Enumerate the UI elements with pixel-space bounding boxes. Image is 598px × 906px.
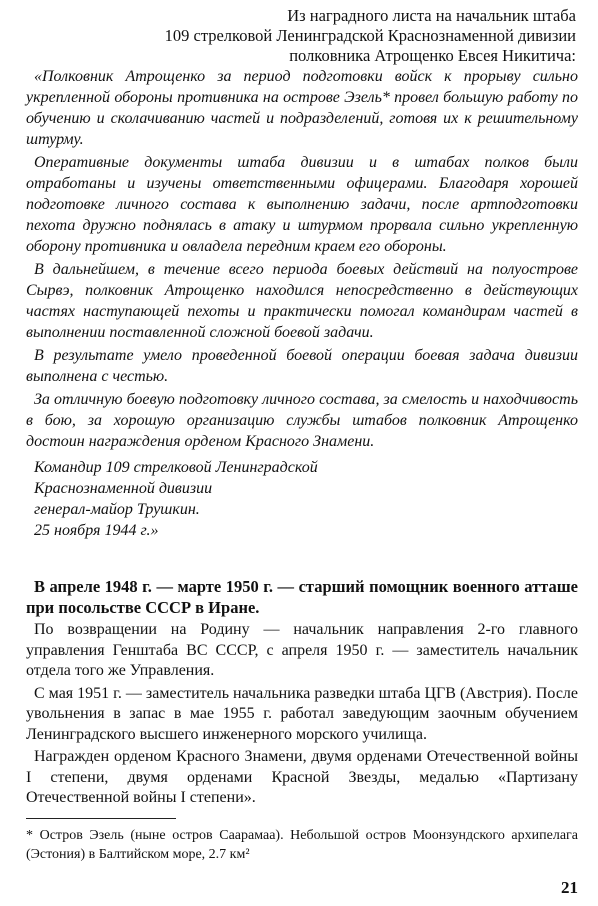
quote-paragraph: В дальнейшем, в течение всего периода боевых действий на полуострове Сырвэ, полковник Атрощенко находился непосредственно в действующих частях наступающей пехоты и практически помогал командирам частей в выполнении поставленной сложной боевой задачи. — [26, 261, 578, 341]
signature-line: Краснознаменной дивизии — [34, 480, 213, 497]
footnote — [26, 826, 578, 864]
biography-section — [26, 577, 578, 811]
quote-paragraph: За отличную боевую подготовку личного состава, за смелость и находчивость в бою, за хорошую организацию службы штабов полковник Атрощенко достоин награждения орденом Красного Знамени. — [26, 391, 578, 450]
bio-paragraph: С мая 1951 г. — заместитель начальника разведки штаба ЦГВ (Австрия). После увольнения в запас в мае 1955 г. работал заведующим заочным обучением Ленинградского высшего инженерного морского училища. — [26, 684, 578, 743]
footnote-divider — [26, 818, 176, 819]
commander-signature — [34, 457, 318, 541]
header-line: 109 стрелковой Ленинградской Краснознаменной дивизии — [164, 26, 576, 45]
award-sheet-header — [165, 6, 576, 66]
quote-paragraph: «Полковник Атрощенко за период подготовки войск к прорыву сильно укрепленной обороны противника на острове Эзель* провел большую работу по обучению и сколачиванию частей и подразделений, готовя их к решительному штурму. — [26, 68, 578, 148]
signature-date: 25 ноября 1944 г.» — [34, 522, 159, 539]
footnote-text: * Остров Эзель (ныне остров Саарамаа). Небольшой остров Моонзундского архипелага (Эстония) в Балтийском море, 2.7 км² — [26, 828, 578, 862]
award-quote — [26, 66, 578, 454]
bio-paragraph: По возвращении на Родину — начальник направления 2-го главного управления Генштаба ВС СССР, с апреля 1950 г. — заместитель начальник отдела того же Управления. — [26, 621, 578, 679]
bio-paragraph: Награжден орденом Красного Знамени, двумя орденами Отечественной войны I степени, двумя орденами Красной Звезды, медалью «Партизану Отечественной войны I степени». — [26, 748, 578, 806]
signature-line: генерал-майор Трушкин. — [34, 501, 200, 518]
quote-paragraph: В результате умело проведенной боевой операции боевая задача дивизии выполнена с честью. — [26, 347, 578, 385]
page-number: 21 — [561, 878, 578, 897]
header-line: полковника Атрощенко Евсея Никитича: — [289, 46, 576, 65]
signature-line: Командир 109 стрелковой Ленинградской — [34, 459, 318, 476]
header-line: Из наградного листа на начальник штаба — [287, 6, 576, 25]
section-heading: В апреле 1948 г. — марте 1950 г. — старший помощник военного атташе при посольстве СССР в Иране. — [26, 577, 578, 617]
quote-paragraph: Оперативные документы штаба дивизии и в штабах полков были отработаны и изучены ответственными офицерами. Благодаря хорошей подготовке личного состава к выполнению задачи, после артподготовки пехота дружно поднялась в атаку и штурмом прорвала сильно укрепленную оборону противника и овладела передним краем его обороны. — [26, 154, 578, 255]
